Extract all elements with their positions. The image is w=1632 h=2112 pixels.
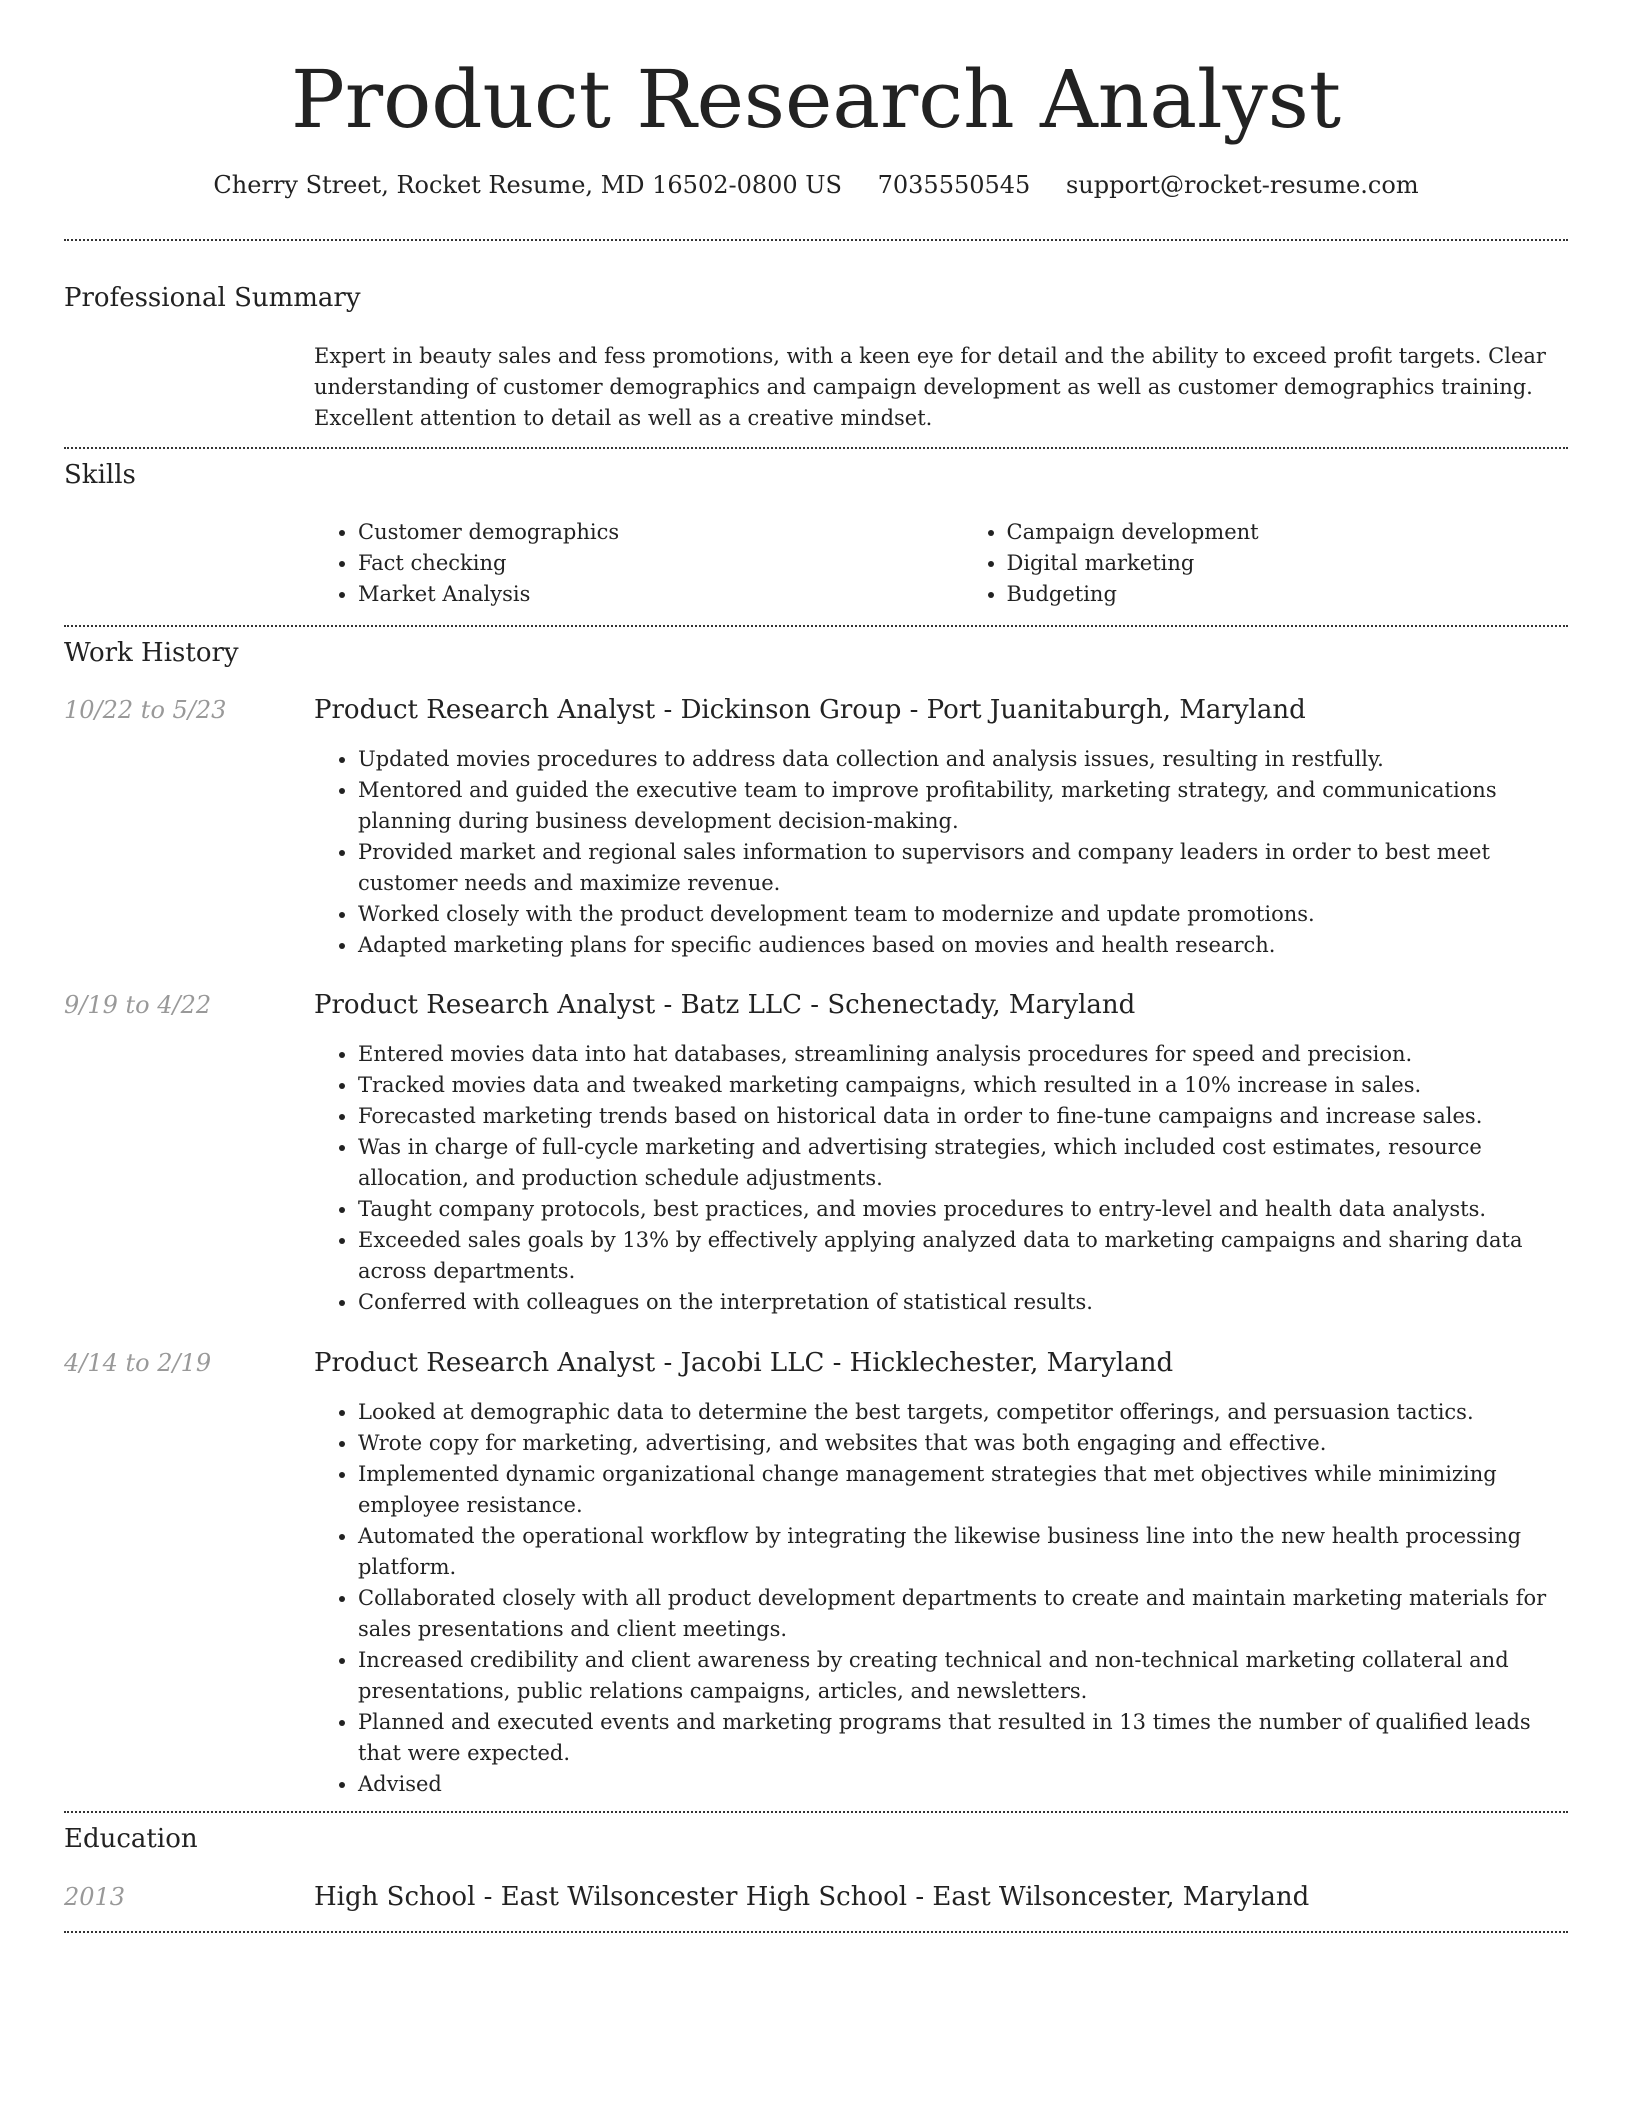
job-bullet: • Increased credibility and client awareness by creating technical and non-technical marketing collateral and presentations, public relations campaigns, articles, and newsletters. xyxy=(358,1645,1568,1707)
section-title-education: Education xyxy=(64,1824,198,1854)
section-title-summary: Professional Summary xyxy=(64,283,361,313)
job-bullet: • Was in charge of full-cycle marketing and advertising strategies, which included cost estimates, resource allocation, and production schedule adjustments. xyxy=(358,1132,1568,1194)
contact-email: support@rocket-resume.com xyxy=(1065,171,1419,199)
job-bullet: • Tracked movies data and tweaked marketing campaigns, which resulted in a 10% increase in sales. xyxy=(358,1070,1568,1101)
job-bullet: • Entered movies data into hat databases, streamlining analysis procedures for speed and precision. xyxy=(358,1039,1568,1070)
job-dates: 10/22 to 5/23 xyxy=(64,696,227,724)
skill-item: • Digital marketing xyxy=(1007,548,1569,579)
job-bullet: • Wrote copy for marketing, advertising, and websites that was both engaging and effective. xyxy=(358,1428,1568,1459)
job-bullet: • Taught company protocols, best practices, and movies procedures to entry-level and health data analysts. xyxy=(358,1194,1568,1225)
skills-column-right xyxy=(963,517,1569,610)
education-title: High School - East Wilsoncester High School - East Wilsoncester, Maryland xyxy=(314,1882,1310,1912)
job-bullet: • Provided market and regional sales information to supervisors and company leaders in order to best meet customer needs and maximize revenue. xyxy=(358,837,1568,899)
summary-text: Expert in beauty sales and fess promotions, with a keen eye for detail and the ability to exceed profit targets. Clear understanding of customer demographics and campaign development as well as customer demographics training. Excellent attention to detail as well as a creative mindset. xyxy=(314,344,1546,430)
skill-item: • Campaign development xyxy=(1007,517,1569,548)
job-bullets xyxy=(314,744,1568,961)
divider xyxy=(64,1931,1568,1933)
contact-address: Cherry Street, Rocket Resume, MD 16502-0800 US xyxy=(213,171,842,199)
job-bullets xyxy=(314,1397,1568,1800)
job-bullet: • Forecasted marketing trends based on historical data in order to fine-tune campaigns and increase sales. xyxy=(358,1101,1568,1132)
job-bullet: • Looked at demographic data to determine the best targets, competitor offerings, and persuasion tactics. xyxy=(358,1397,1568,1428)
divider xyxy=(64,447,1568,449)
job-bullet: • Collaborated closely with all product development departments to create and maintain marketing materials for sales presentations and client meetings. xyxy=(358,1583,1568,1645)
job-title: Product Research Analyst - Batz LLC - Schenectady, Maryland xyxy=(314,990,1136,1020)
job-bullet: • Updated movies procedures to address data collection and analysis issues, resulting in restfully. xyxy=(358,744,1568,775)
job-bullet: • Planned and executed events and marketing programs that resulted in 13 times the number of qualified leads that were expected. xyxy=(358,1707,1568,1769)
job-bullet: • Worked closely with the product development team to modernize and update promotions. xyxy=(358,899,1568,930)
divider xyxy=(64,1811,1568,1813)
job-bullet: • Automated the operational workflow by integrating the likewise business line into the new health processing platform. xyxy=(358,1521,1568,1583)
section-title-work-history: Work History xyxy=(64,638,239,668)
resume-name: Product Research Analyst xyxy=(291,53,1341,146)
job-bullets xyxy=(314,1039,1568,1318)
skills-column-left xyxy=(314,517,920,610)
contact-line xyxy=(0,170,1632,200)
contact-phone: 7035550545 xyxy=(877,171,1031,199)
job-bullet: • Advised xyxy=(358,1769,1568,1800)
job-dates: 4/14 to 2/19 xyxy=(64,1349,212,1377)
section-title-skills: Skills xyxy=(64,460,136,490)
skill-item: • Market Analysis xyxy=(358,579,920,610)
divider xyxy=(64,625,1568,627)
job-bullet: • Exceeded sales goals by 13% by effectively applying analyzed data to marketing campaigns and sharing data across departments. xyxy=(358,1225,1568,1287)
job-bullet: • Conferred with colleagues on the interpretation of statistical results. xyxy=(358,1287,1568,1318)
job-dates: 9/19 to 4/22 xyxy=(64,991,212,1019)
job-title: Product Research Analyst - Dickinson Group - Port Juanitaburgh, Maryland xyxy=(314,695,1306,725)
education-year: 2013 xyxy=(64,1883,126,1911)
divider xyxy=(64,239,1568,241)
skill-item: • Budgeting xyxy=(1007,579,1569,610)
job-bullet: • Implemented dynamic organizational change management strategies that met objectives while minimizing employee resistance. xyxy=(358,1459,1568,1521)
job-bullet: • Mentored and guided the executive team to improve profitability, marketing strategy, and communications planning during business development decision-making. xyxy=(358,775,1568,837)
skill-item: • Fact checking xyxy=(358,548,920,579)
job-title: Product Research Analyst - Jacobi LLC - Hicklechester, Maryland xyxy=(314,1348,1174,1378)
skill-item: • Customer demographics xyxy=(358,517,920,548)
skills-list xyxy=(314,517,1568,610)
job-bullet: • Adapted marketing plans for specific audiences based on movies and health research. xyxy=(358,930,1568,961)
